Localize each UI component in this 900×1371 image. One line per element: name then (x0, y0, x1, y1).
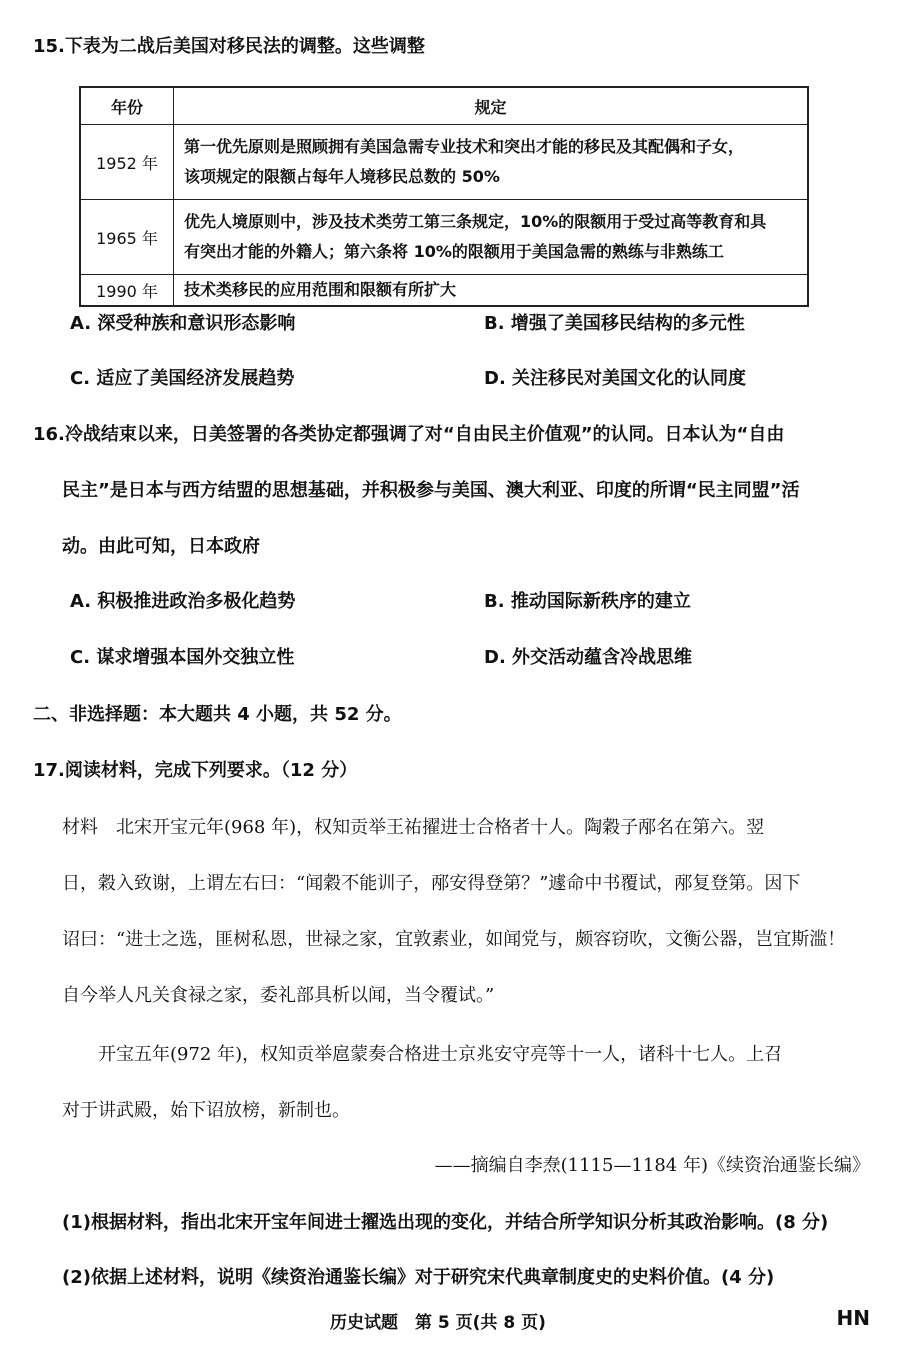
rule-line: 第一优先原则是照顾拥有美国急需专业技术和突出才能的移民及其配偶和子女， (184, 137, 745, 156)
rule-line: 优先人境原则中，涉及技术类劳工第三条规定，10%的限额用于受过高等教育和具 (184, 212, 767, 231)
q16-option-b: B. 推动国际新秩序的建立 (484, 591, 691, 612)
q15-option-c: C. 适应了美国经济发展趋势 (70, 368, 295, 389)
material-line: 日，穀入致谢，上谓左右曰：“闻穀不能训子，邴安得登第？”遽命中书覆试，邴复登第。因下 (62, 873, 801, 894)
material-line: 材料 北宋开宝元年(968 年)，权知贡举王祐擢进士合格者十人。陶穀子邴名在第六。翌 (62, 817, 765, 838)
table-row (80, 275, 808, 307)
material-line: 诏曰：“进士之选，匪树私恩，世禄之家，宜敦素业，如闻党与，颇容窃吹，文衡公器，岂宜斯滥！ (62, 929, 846, 950)
q15-option-d: D. 关注移民对美国文化的认同度 (484, 368, 747, 389)
table-header-year: 年份 (80, 87, 174, 125)
material-line: 对于讲武殿，始下诏放榜，新制也。 (62, 1100, 350, 1121)
rule-line: 技术类移民的应用范围和限额有所扩大 (184, 280, 457, 299)
page-footer: 历史试题 第 5 页(共 8 页) (330, 1313, 546, 1333)
q16-line-2: 民主”是日本与西方结盟的思想基础，并积极参与美国、澳大利亚、印度的所谓“民主同盟”活 (62, 480, 800, 501)
table-row (80, 125, 808, 200)
q16-option-d: D. 外交活动蕴含冷战思维 (484, 647, 693, 668)
q17-stem: 17.阅读材料，完成下列要求。（12 分） (33, 760, 358, 781)
material-source: ——摘编自李焘(1115—1184 年)《续资治通鉴长编》 (434, 1155, 870, 1176)
q16-option-a: A. 积极推进政治多极化趋势 (70, 591, 296, 612)
table-header-rule: 规定 (174, 87, 809, 125)
material-line: 自今举人凡关食禄之家，委礼部具析以闻，当令覆试。” (62, 985, 495, 1006)
q16-option-c: C. 谋求增强本国外交独立性 (70, 647, 295, 668)
q15-option-a: A. 深受种族和意识形态影响 (70, 313, 296, 334)
q15-stem: 15.下表为二战后美国对移民法的调整。这些调整 (33, 36, 425, 57)
table-cell-year: 1952 年 (80, 125, 174, 200)
rule-line: 有突出才能的外籍人；第六条将 10%的限额用于美国急需的熟练与非熟练工 (184, 242, 724, 261)
exam-region-code: HN (836, 1306, 870, 1330)
rule-line: 该项规定的限额占每年人境移民总数的 50% (184, 167, 500, 186)
q15-option-b: B. 增强了美国移民结构的多元性 (484, 313, 745, 334)
table-row (80, 200, 808, 275)
table-cell-rule (174, 275, 809, 307)
q17-subquestion-1: (1)根据材料，指出北宋开宝年间进士擢选出现的变化，并结合所学知识分析其政治影响。(8 分) (62, 1212, 829, 1233)
material-line: 开宝五年(972 年)，权知贡举扈蒙奏合格进士京兆安守亮等十一人，诸科十七人。上召 (62, 1044, 783, 1065)
immigration-law-table (79, 86, 809, 307)
table-cell-rule (174, 200, 809, 275)
q17-subquestion-2: (2)依据上述材料，说明《续资治通鉴长编》对于研究宋代典章制度史的史料价值。(4 分) (62, 1267, 775, 1288)
q16-line-3: 动。由此可知，日本政府 (62, 536, 260, 557)
section-heading: 二、非选择题：本大题共 4 小题，共 52 分。 (33, 704, 402, 725)
q16-line-1: 16.冷战结束以来，日美签署的各类协定都强调了对“自由民主价值观”的认同。日本认为“自由 (33, 424, 785, 445)
table-cell-year: 1990 年 (80, 275, 174, 307)
table-cell-rule (174, 125, 809, 200)
table-cell-year: 1965 年 (80, 200, 174, 275)
